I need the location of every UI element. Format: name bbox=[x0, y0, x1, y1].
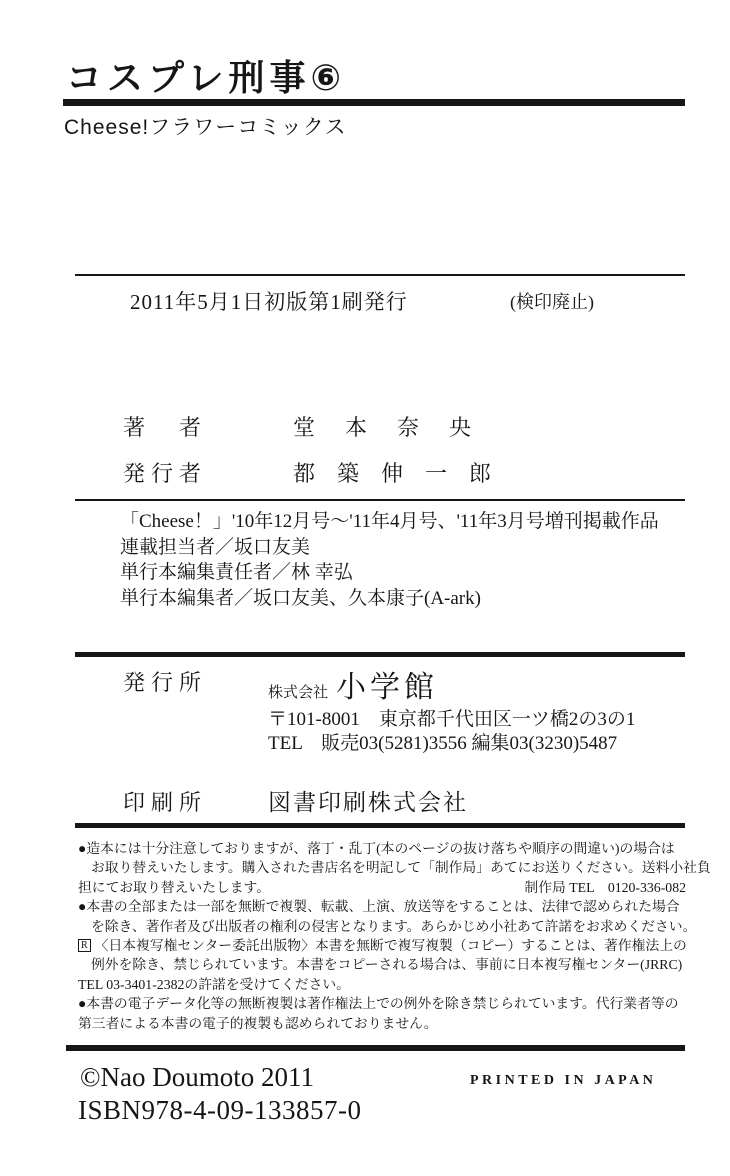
legal-notice-line bbox=[78, 936, 686, 955]
serialization-block bbox=[120, 509, 659, 611]
printer-label: 印刷所 bbox=[123, 790, 208, 815]
isbn-line: ISBN978-4-09-133857-0 bbox=[78, 1095, 362, 1125]
legal-notice-line: ●本書の電子データ化等の無断複製は著作権法上での例外を除き禁じられています。代行業者等の bbox=[78, 996, 679, 1012]
seal-note: (検印廃止) bbox=[510, 292, 594, 312]
legal-notice-line: ●本書の全部または一部を無断で複製、転載、上演、放送等をすることは、法律で認められた場合 bbox=[78, 899, 680, 915]
divider-legal-top bbox=[75, 823, 685, 828]
serialization-line: 単行本編集責任者／林 幸弘 bbox=[120, 562, 353, 583]
author-name: 堂本奈央 bbox=[293, 415, 502, 440]
legal-notice-line: 例外を除き、禁じられています。本書をコピーされる場合は、事前に日本複写権センター(JRRC) bbox=[91, 957, 683, 973]
company-address: 〒101-8001 東京都千代田区一ツ橋2の3の1 bbox=[268, 709, 636, 730]
divider-serialization-top bbox=[75, 499, 685, 501]
divider-edition-top bbox=[75, 274, 685, 276]
edition-line: 2011年5月1日初版第1刷発行 bbox=[130, 290, 408, 314]
legal-notice-block bbox=[78, 839, 711, 1033]
printer-name: 図書印刷株式会社 bbox=[268, 790, 468, 815]
author-label: 著 者 bbox=[123, 415, 208, 440]
legal-notice-line-left: 担にてお取り替えいたします。 bbox=[78, 879, 271, 895]
serialization-line: 「Cheese！」'10年12月号〜'11年4月号、'11年3月号増刊掲載作品 bbox=[120, 511, 659, 532]
series-label: Cheese!フラワーコミックス bbox=[64, 116, 347, 139]
printed-in-japan: PRINTED IN JAPAN bbox=[470, 1073, 657, 1088]
legal-notice-line: お取り替えいたします。購入された書店名を明記して「制作局」あてにお送りください。送料小社負 bbox=[91, 860, 711, 876]
divider-footer-top bbox=[66, 1045, 685, 1051]
copyright-line: ©Nao Doumoto 2011 bbox=[80, 1062, 314, 1092]
legal-notice-line: を除き、著作者及び出版者の権利の侵害となります。あらかじめ小社あて許諾をお求めください。 bbox=[91, 918, 697, 934]
legal-notice-line: TEL 03-3401-2382の許諾を受けてください。 bbox=[78, 976, 350, 992]
legal-notice-line-text: 〈日本複写権センター委託出版物〉本書を無断で複写複製（コピー）することは、著作権法上の bbox=[94, 938, 687, 954]
publisher-name: 都築伸一郎 bbox=[293, 461, 514, 486]
company-name: 小学館 bbox=[336, 671, 439, 704]
book-title: コスプレ刑事⑥ bbox=[66, 57, 347, 98]
jrrc-registered-mark: R bbox=[78, 939, 91, 952]
serialization-line: 連載担当者／坂口友美 bbox=[120, 536, 311, 558]
publisher-label: 発行者 bbox=[123, 461, 208, 486]
company-tel: TEL 販売03(5281)3556 編集03(3230)5487 bbox=[268, 733, 618, 754]
company-prefix: 株式会社 bbox=[268, 685, 329, 701]
legal-notice-line bbox=[78, 878, 686, 897]
company-line bbox=[268, 662, 438, 706]
divider-publisher-top bbox=[75, 652, 685, 657]
legal-notice-line: ●造本には十分注意しておりますが、落丁・乱丁(本のページの抜け落ちや順序の間違い)の場合は bbox=[78, 841, 675, 856]
divider-title-rule bbox=[63, 99, 685, 106]
legal-notice-line: 第三者による本書の電子的複製も認められておりません。 bbox=[78, 1015, 438, 1031]
publishing-office-label: 発行所 bbox=[123, 670, 208, 695]
serialization-line: 単行本編集者／坂口友美、久本康子(A-ark) bbox=[120, 587, 481, 609]
production-tel: 制作局 TEL 0120-336-082 bbox=[524, 879, 686, 895]
